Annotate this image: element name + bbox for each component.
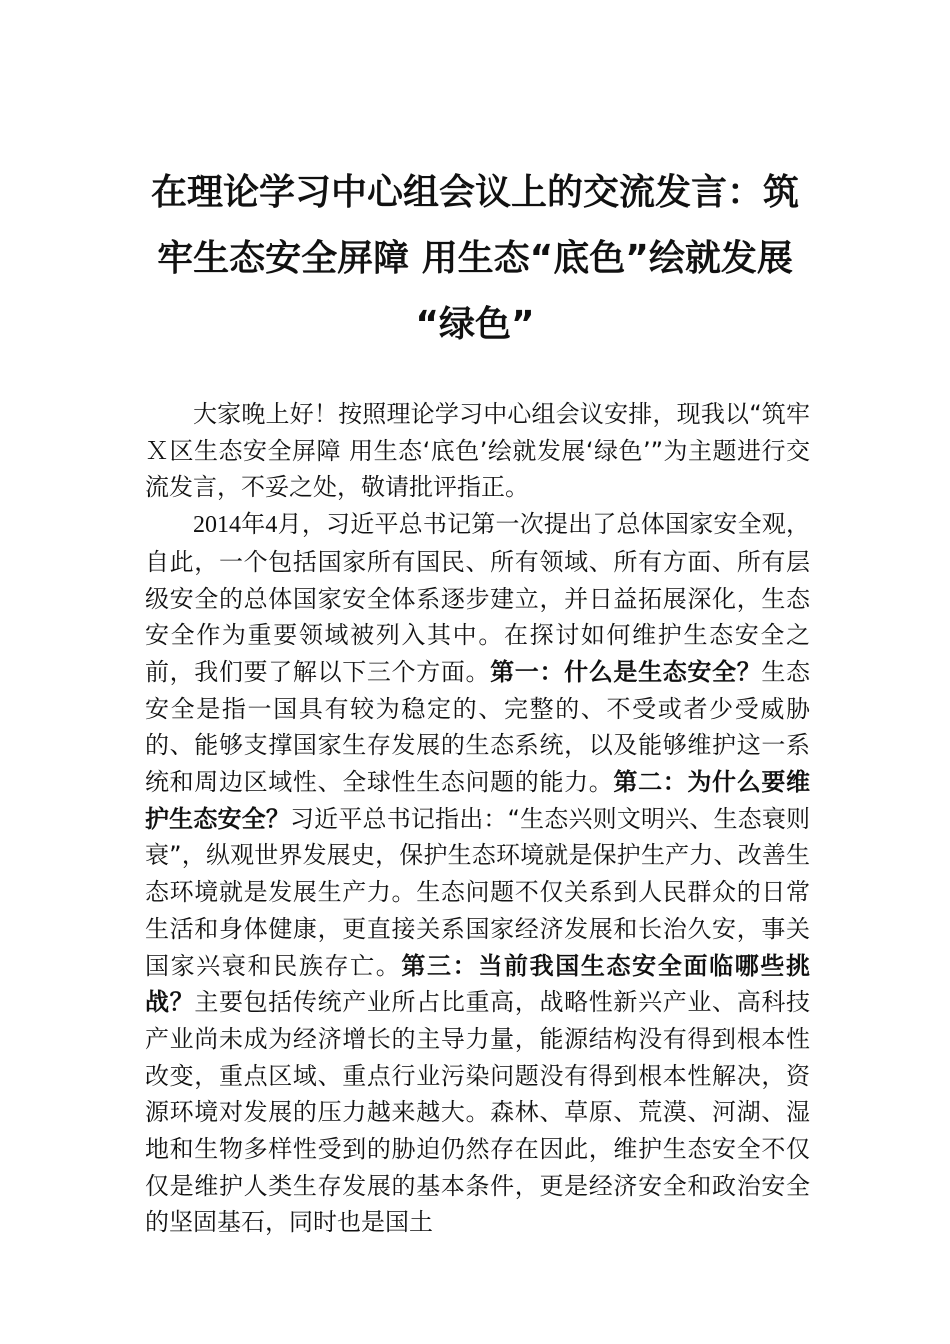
paragraph-text-a: 月，习近平总书记第一次提出了总体国家安全观，自此，一个包括国家所有国民、所有领域、所有方面、所有层级安全的总体国家安全体系逐步建立，并日益拓展深化，生态安全作为重要领域被列入其中。在探讨如何维护生态安全之前，我们要了解以下三个方面。 [145,510,811,686]
paragraph-text-b: 生态安全是指一国具有较为稳定的、完整的、不受或者少受威胁的、能够支撑国家生存发展的生态系统，以及能够维护这一系统和周边区域性、全球性生态问题的能力。 [145,657,811,797]
paragraph-greeting: 大家晚上好！按照理论学习中心组会议安排，现我以“筑牢Ｘ区生态安全屏障 用生态‘底色’绘就发展‘绿色’”为主题进行交流发言，不妥之处，敬请批评指正。 [145,400,810,502]
month-number: 4 [265,512,278,539]
paragraph-text-d: 主要包括传统产业所占比重高，战略性新兴产业、高科技产业尚未成为经济增长的主导力量，能源结构没有得到根本性改变，重点区域、重点行业污染问题没有得到根本性解决，资源环境对发展的压力越来越大。森林、草原、荒漠、河湖、湿地和生物多样性受到的胁迫仍然存在因此，维护生态安全不仅仅是维护人类生存发展的基本条件，更是经济安全和政治安全的坚固基石，同时也是国土 [145,988,811,1237]
title-line-3: “绿色” [415,304,535,345]
year-number: 2014 [193,512,241,539]
year-unit: 年 [241,510,266,539]
question-3: 第三：当前我国生态安全面临哪些挑战？ [145,951,811,1017]
document-title [120,160,830,358]
paragraph-main [145,506,810,1241]
document-body [145,396,810,1241]
question-2: 第二：为什么要维护生态安全？ [145,768,810,833]
paragraph-text-c: 习近平总书记指出：“生态兴则文明兴、生态衰则衰”，纵观世界发展史，保护生态环境就是保护生产力、改善生态环境就是发展生产力。生态问题不仅关系到人民群众的日常生活和身体健康，更直接关系国家经济发展和长治久安，事关国家兴衰和民族存亡。 [145,804,810,980]
question-1: 第一：什么是生态安全？ [490,657,762,686]
title-line-2: 牢生态安全屏障 用生态“底色”绘就发展 [157,238,793,279]
title-line-1: 在理论学习中心组会议上的交流发言：筑 [150,172,799,213]
